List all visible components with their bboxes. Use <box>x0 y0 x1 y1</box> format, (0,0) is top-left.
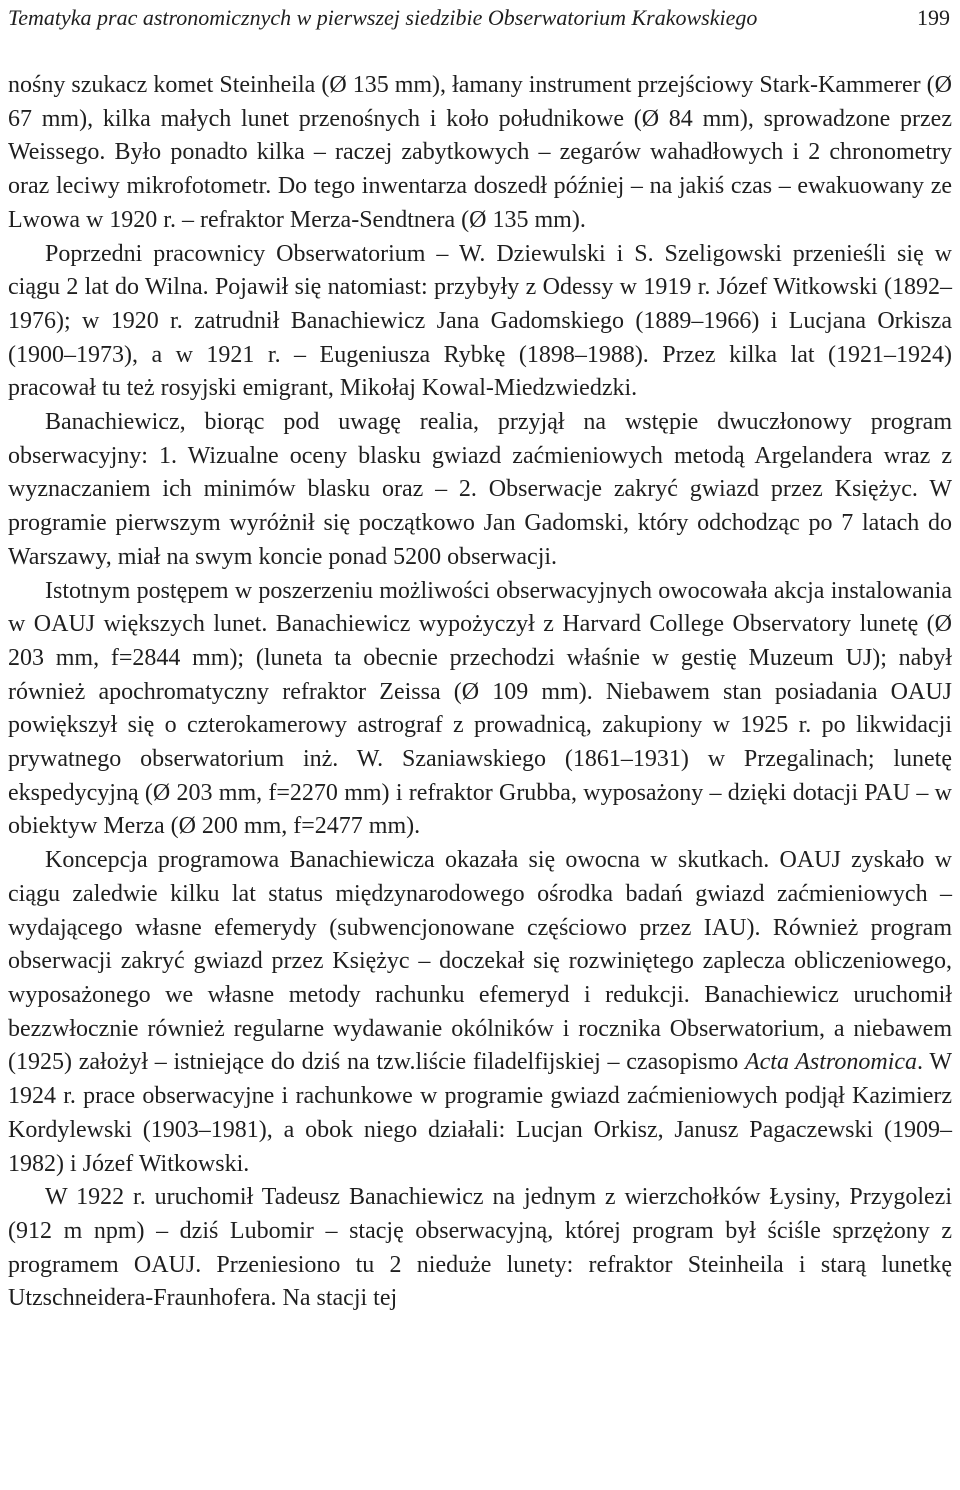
journal-title: Acta Astronomica <box>744 1049 918 1076</box>
paragraph-5-text-b: . W 1924 r. prace obserwacyjne i rachunkowe w programie gwiazd zaćmieniowych podjął Kazimierz Kordylewski (1903–1981), a obok niego działali: Lucjan Orkisz, Janusz Pagaczewski (1909–1982) i Józef Witkowski. <box>8 1049 953 1177</box>
page-header <box>8 4 950 32</box>
running-title: Tematyka prac astronomicznych w pierwszej siedzibie Obserwatorium Krakowskiego <box>8 5 758 30</box>
paragraph-6: W 1922 r. uruchomił Tadeusz Banachiewicz na jednym z wierzchołków Łysiny, Przygolezi (912 m npm) – dziś Lubomir – stację obserwacyjną, której program był ściśle sprzężony z programem OAUJ. Przeniesiono tu 2 nieduże lunety: refraktor Steinheila i starą lunetkę Utzschneidera-Fraunhofera. Na stacji tej <box>8 1184 952 1312</box>
paragraph-3: Banachiewicz, biorąc pod uwagę realia, przyjął na wstępie dwuczłonowy program obserwacyjny: 1. Wizualne oceny blasku gwiazd zaćmieniowych metodą Argelandera wraz z wyznaczaniem ich minimów blasku oraz – 2. Obserwacje zakryć gwiazd przez Księżyc. W programie pierwszym wyróżnił się początkowo Jan Gadomski, który odchodząc po 7 latach do Warszawy, miał na swym koncie ponad 5200 obserwacji. <box>8 409 952 570</box>
page-number: 199 <box>917 5 950 30</box>
paragraph-5-text-a: Koncepcja programowa Banachiewicza okazała się owocna w skutkach. OAUJ zyskało w ciągu zaledwie kilku lat status międzynarodowego ośrodka badań gwiazd zaćmieniowych – wydającego własne efemerydy (subwencjonowane częściowo przez IAU). Również program obserwacji zakryć gwiazd przez Księżyc – doczekał się rozwiniętego zaplecza obliczeniowego, wyposażonego we własne metody rachunku efemeryd i redukcji. Banachiewicz uruchomił bezzwłocznie również regularne wydawanie okólników i rocznika Obserwatorium, a niebawem (1925) założył – istniejące do dziś na tzw.liście filadelfijskiej – czasopismo <box>8 847 952 1076</box>
body-text <box>8 69 952 1316</box>
paragraph-4: Istotnym postępem w poszerzeniu możliwości obserwacyjnych owocowała akcja instalowania w OAUJ większych lunet. Banachiewicz wypożyczył z Harvard College Observatory lunetę (Ø 203 mm, f=2844 mm); (luneta ta obecnie przechodzi właśnie w gestię Muzeum UJ); nabył również apochromatyczny refraktor Zeissa (Ø 109 mm). Niebawem stan posiadania OAUJ powiększył się o czterokamerowy astrograf z prowadnicą, zakupiony w 1925 r. po likwidacji prywatnego obserwatorium inż. W. Szaniawskiego (1861–1931) w Przegalinach; lunetę ekspedycyjną (Ø 203 mm, f=2270 mm) i refraktor Grubba, wyposażony – dzięki dotacji PAU – w obiektyw Merza (Ø 200 mm, f=2477 mm). <box>8 577 952 840</box>
paragraph-1: nośny szukacz komet Steinheila (Ø 135 mm), łamany instrument przejściowy Stark-Kammerer (Ø 67 mm), kilka małych lunet przenośnych i koło południkowe (Ø 84 mm), sprowadzone przez Weissego. Było ponadto kilka – raczej zabytkowych – zegarów wahadłowych i 2 chronometry oraz leciwy mikrofotometr. Do tego inwentarza doszedł później – na jakiś czas – ewakuowany ze Lwowa w 1920 r. – refraktor Merza-Sendtnera (Ø 135 mm). <box>8 72 952 233</box>
paragraph-5 <box>8 844 952 1181</box>
paragraph-2: Poprzedni pracownicy Obserwatorium – W. Dziewulski i S. Szeligowski przenieśli się w ciągu 2 lat do Wilna. Pojawił się natomiast: przybyły z Odessy w 1919 r. Józef Witkowski (1892–1976); w 1920 r. zatrudnił Banachiewicz Jana Gadomskiego (1889–1966) i Lucjana Orkisza (1900–1973), a w 1921 r. – Eugeniusza Rybkę (1898–1988). Przez kilka lat (1921–1924) pracował tu też rosyjski emigrant, Mikołaj Kowal-Miedzwiedzki. <box>8 240 952 402</box>
